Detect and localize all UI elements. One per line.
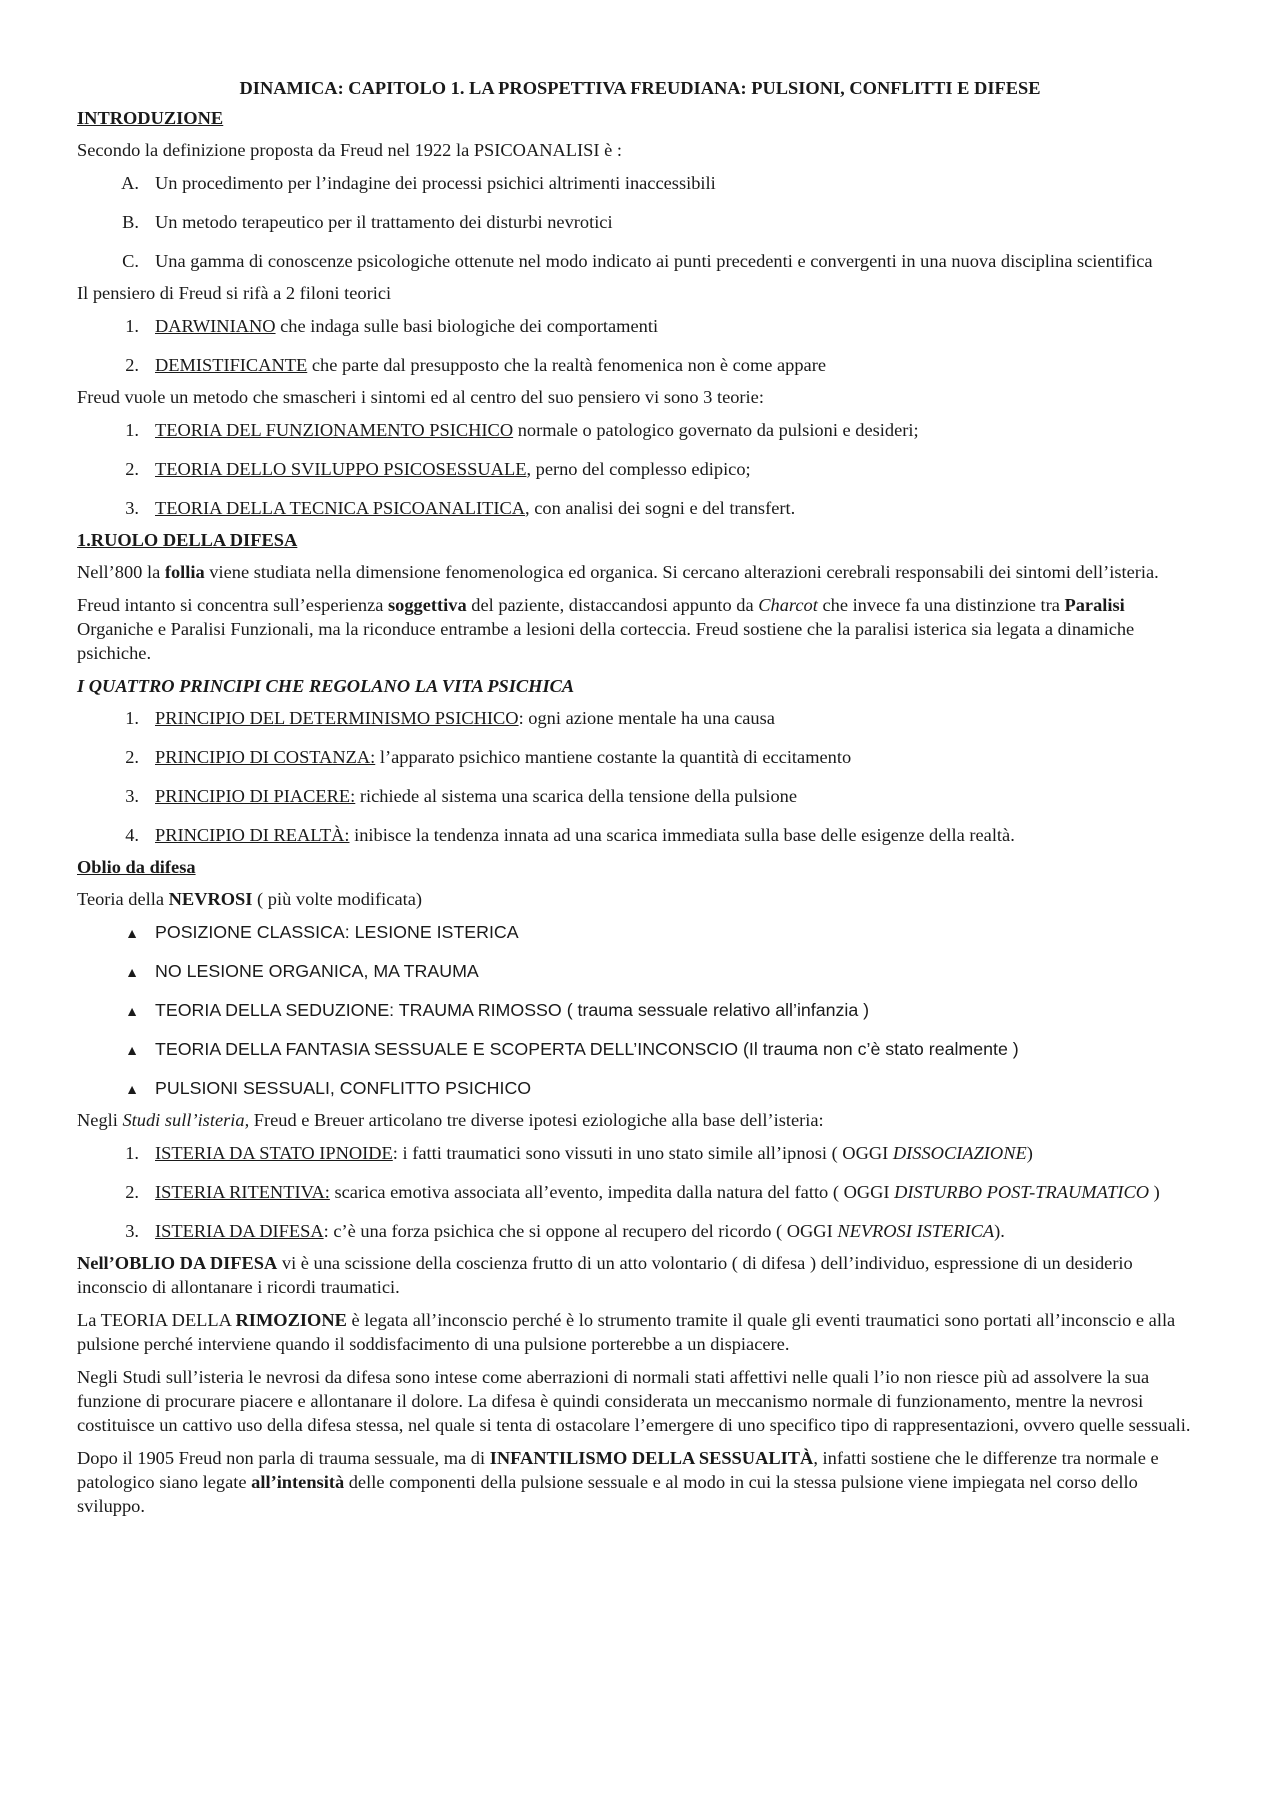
list-item: 3. PRINCIPIO DI PIACERE: richiede al sistema una scarica della tensione della pulsione	[125, 786, 797, 806]
list-item: ▲ NO LESIONE ORGANICA, MA TRAUMA	[77, 959, 1203, 983]
triangle-bullet-icon: ▲	[125, 1042, 139, 1058]
list-item: 4. PRINCIPIO DI REALTÀ: inibisce la tendenza innata ad una scarica immediata sulla base delle esigenze della realtà.	[125, 825, 1015, 845]
theories-list	[77, 418, 1203, 520]
list-item: 1. DARWINIANO che indaga sulle basi biologiche dei comportamenti	[125, 316, 659, 336]
triangle-bullet-icon: ▲	[125, 925, 139, 941]
triangle-bullet-icon: ▲	[125, 964, 139, 980]
oblio-paragraph-1: Teoria della NEVROSI ( più volte modificata)	[77, 889, 423, 909]
intro-heading: INTRODUZIONE	[77, 108, 224, 128]
list-item: 1. ISTERIA DA STATO IPNOIDE: i fatti traumatici sono vissuti in uno stato simile all’ipnosi ( OGGI DISSOCIAZIONE)	[125, 1143, 1033, 1163]
triangle-bullet-icon: ▲	[125, 1003, 139, 1019]
triangle-bullet-icon: ▲	[125, 1081, 139, 1097]
list-item: ▲ TEORIA DELLA SEDUZIONE: TRAUMA RIMOSSO ( trauma sessuale relativo all’infanzia )	[77, 998, 1203, 1022]
list-item: 2. ISTERIA RITENTIVA: scarica emotiva associata all’evento, impedita dalla natura del fatto ( OGGI DISTURBO POST-TRAUMATICO )	[125, 1182, 1160, 1202]
principles-heading: I QUATTRO PRINCIPI CHE REGOLANO LA VITA PSICHICA	[77, 676, 575, 696]
list-item: ▲ POSIZIONE CLASSICA: LESIONE ISTERICA	[77, 920, 1203, 944]
list-item: ▲ TEORIA DELLA FANTASIA SESSUALE E SCOPERTA DELL’INCONSCIO (Il trauma non c’è stato realmente )	[77, 1037, 1203, 1061]
list-item: A. Un procedimento per l’indagine dei processi psichici altrimenti inaccessibili	[121, 173, 716, 193]
list-item: B. Un metodo terapeutico per il trattamento dei disturbi nevrotici	[122, 212, 613, 232]
oblio-paragraph-5: Negli Studi sull’isteria le nevrosi da difesa sono intese come aberrazioni di normali stati affettivi nelle quali l’io non riesce più ad assolvere la sua funzione di procurare piacere e allontanare il dolore. La difesa è quindi considerata un meccanismo normale di funzionamento, mentre la nevrosi costituisce un cattivo uso della difesa stessa, nel quale si tenta di ostacolare l’emergere di uno specifico tipo di rappresentazioni, ovvero quelle sessuali.	[77, 1367, 1191, 1435]
hysteria-hypotheses-list	[77, 1141, 1203, 1243]
intro-paragraph-3: Freud vuole un metodo che smascheri i sintomi ed al centro del suo pensiero vi sono 3 teorie:	[77, 387, 764, 407]
list-item: ▲ PULSIONI SESSUALI, CONFLITTO PSICHICO	[77, 1076, 1203, 1100]
intro-paragraph-2: Il pensiero di Freud si rifà a 2 filoni teorici	[77, 283, 392, 303]
list-item: 3. TEORIA DELLA TECNICA PSICOANALITICA, con analisi dei sogni e del transfert.	[125, 498, 796, 518]
list-item: 2. DEMISTIFICANTE che parte dal presupposto che la realtà fenomenica non è come appare	[125, 355, 827, 375]
list-item: 2. PRINCIPIO DI COSTANZA: l’apparato psichico mantiene costante la quantità di eccitamento	[125, 747, 852, 767]
section-1-paragraph-1: Nell’800 la follia viene studiata nella dimensione fenomenologica ed organica. Si cercano alterazioni cerebrali responsabili dei sintomi dell’isteria.	[77, 562, 1159, 582]
oblio-paragraph-3: Nell’OBLIO DA DIFESA vi è una scissione della coscienza frutto di un atto volontario ( di difesa ) dell’individuo, espressione di un desiderio inconscio di allontanare i ricordi traumatici.	[77, 1253, 1133, 1297]
list-item: 3. ISTERIA DA DIFESA: c’è una forza psichica che si oppone al recupero del ricordo ( OGGI NEVROSI ISTERICA).	[125, 1221, 1005, 1241]
section-1-paragraph-2: Freud intanto si concentra sull’esperienza soggettiva del paziente, distaccandosi appunto da Charcot che invece fa una distinzione tra Paralisi Organiche e Paralisi Funzionali, ma la riconduce entrambe a lesioni della corteccia. Freud sostiene che la paralisi isterica sia legata a dinamiche psichiche.	[77, 595, 1135, 663]
list-item: 1. PRINCIPIO DEL DETERMINISMO PSICHICO: ogni azione mentale ha una causa	[125, 708, 775, 728]
oblio-paragraph-6: Dopo il 1905 Freud non parla di trauma sessuale, ma di INFANTILISMO DELLA SESSUALITÀ, infatti sostiene che le differenze tra normale e patologico siano legate all’intensità delle componenti della pulsione sessuale e al modo in cui la stessa pulsione viene impiegata nel corso dello sviluppo.	[77, 1448, 1159, 1516]
principles-list	[77, 706, 1203, 847]
oblio-heading: Oblio da difesa	[77, 857, 196, 877]
intro-paragraph-1: Secondo la definizione proposta da Freud nel 1922 la PSICOANALISI è :	[77, 140, 622, 160]
neurosis-theory-list	[77, 920, 1203, 1100]
oblio-paragraph-2: Negli Studi sull’isteria, Freud e Breuer articolano tre diverse ipotesi eziologiche alla base dell’isteria:	[77, 1110, 824, 1130]
oblio-paragraph-4: La TEORIA DELLA RIMOZIONE è legata all’inconscio perché è lo strumento tramite il quale gli eventi traumatici sono portati all’inconscio e alla pulsione perché interviene quando il soddisfacimento di una pulsione porterebbe a un dispiacere.	[77, 1310, 1176, 1354]
theoretical-strands-list	[77, 314, 1203, 377]
list-item: C. Una gamma di conoscenze psicologiche ottenute nel modo indicato ai punti precedenti e convergenti in una nuova disciplina scientifica	[122, 251, 1153, 271]
section-1-heading: 1.RUOLO DELLA DIFESA	[77, 530, 298, 550]
document-title: DINAMICA: CAPITOLO 1. LA PROSPETTIVA FREUDIANA: PULSIONI, CONFLITTI E DIFESE	[239, 78, 1041, 98]
list-item: 1. TEORIA DEL FUNZIONAMENTO PSICHICO normale o patologico governato da pulsioni e desideri;	[125, 420, 919, 440]
list-item: 2. TEORIA DELLO SVILUPPO PSICOSESSUALE, perno del complesso edipico;	[125, 459, 751, 479]
psychoanalysis-definition-list	[77, 171, 1203, 273]
